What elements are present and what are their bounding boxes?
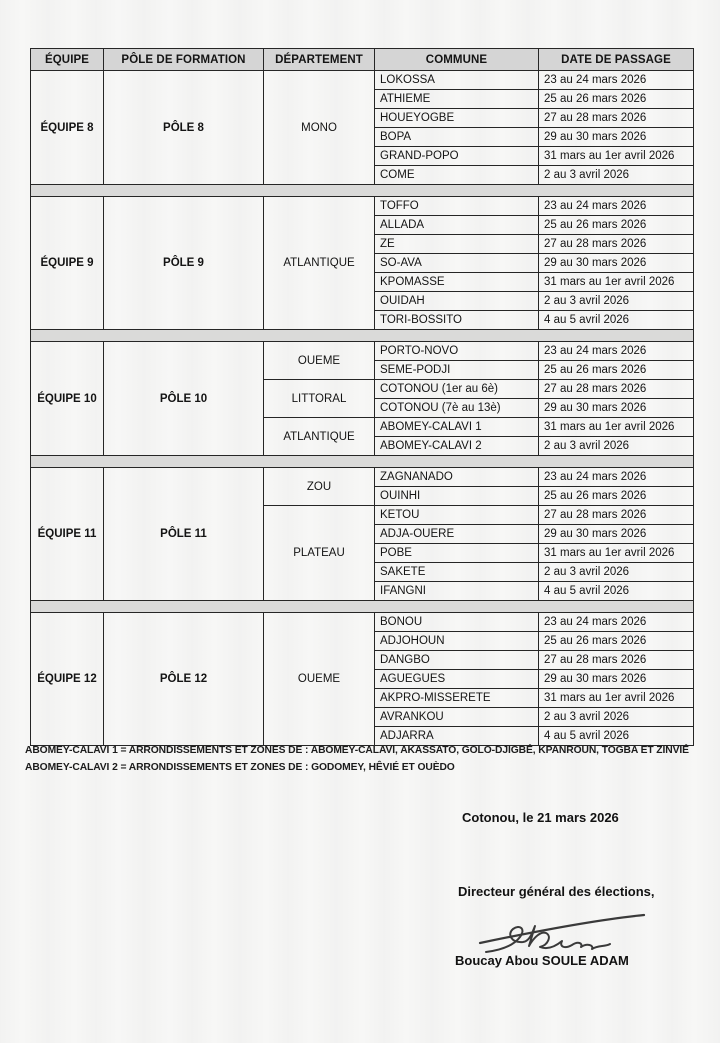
column-header-3: COMMUNE [375,49,539,71]
date-cell: 27 au 28 mars 2026 [539,380,694,399]
commune-cell: ABOMEY-CALAVI 2 [375,437,539,456]
commune-cell: KPOMASSE [375,273,539,292]
signer-name: Boucay Abou SOULE ADAM [455,953,629,968]
date-cell: 23 au 24 mars 2026 [539,613,694,632]
commune-cell: TOFFO [375,197,539,216]
separator-cell [31,601,694,613]
date-cell: 31 mars au 1er avril 2026 [539,689,694,708]
commune-cell: ADJARRA [375,727,539,746]
commune-cell: ZE [375,235,539,254]
date-cell: 4 au 5 avril 2026 [539,582,694,601]
date-cell: 27 au 28 mars 2026 [539,109,694,128]
departement-cell: ZOU [264,468,375,506]
separator-cell [31,330,694,342]
commune-cell: AKPRO-MISSERETE [375,689,539,708]
equipe-cell: ÉQUIPE 8 [31,71,104,185]
date-cell: 23 au 24 mars 2026 [539,71,694,90]
date-cell: 27 au 28 mars 2026 [539,651,694,670]
date-cell: 31 mars au 1er avril 2026 [539,544,694,563]
equipe-cell: ÉQUIPE 12 [31,613,104,746]
date-cell: 29 au 30 mars 2026 [539,128,694,147]
commune-cell: SEME-PODJI [375,361,539,380]
commune-cell: POBE [375,544,539,563]
footnote-abomey-calavi-2: ABOMEY-CALAVI 2 = ARRONDISSEMENTS ET ZONES DE : GODOMEY, HÊVIÉ ET OUÈDO [25,762,455,773]
date-cell: 31 mars au 1er avril 2026 [539,418,694,437]
column-header-1: PÔLE DE FORMATION [104,49,264,71]
date-cell: 2 au 3 avril 2026 [539,563,694,582]
pole-cell: PÔLE 9 [104,197,264,330]
date-cell: 25 au 26 mars 2026 [539,361,694,380]
pole-cell: PÔLE 11 [104,468,264,601]
date-cell: 2 au 3 avril 2026 [539,166,694,185]
column-header-4: DATE DE PASSAGE [539,49,694,71]
commune-cell: COME [375,166,539,185]
commune-cell: ZAGNANADO [375,468,539,487]
date-cell: 4 au 5 avril 2026 [539,311,694,330]
table-header-row [31,49,694,71]
column-header-2: DÉPARTEMENT [264,49,375,71]
commune-cell: OUIDAH [375,292,539,311]
date-cell: 23 au 24 mars 2026 [539,342,694,361]
departement-cell: ATLANTIQUE [264,418,375,456]
footnote-abomey-calavi-1: ABOMEY-CALAVI 1 = ARRONDISSEMENTS ET ZONES DE : ABOMEY-CALAVI, AKASSATO, GOLO-DJIGBÉ, KPANROUN, TOGBA ET ZINVIÉ [25,745,689,756]
signature-scribble [468,902,653,958]
equipe-cell: ÉQUIPE 11 [31,468,104,601]
commune-cell: SO-AVA [375,254,539,273]
place-date: Cotonou, le 21 mars 2026 [462,810,619,825]
table-body [31,71,694,746]
commune-cell: KETOU [375,506,539,525]
date-cell: 2 au 3 avril 2026 [539,292,694,311]
departement-cell: MONO [264,71,375,185]
commune-cell: BONOU [375,613,539,632]
separator-row [31,185,694,197]
commune-cell: COTONOU (7è au 13è) [375,399,539,418]
separator-row [31,330,694,342]
commune-cell: OUINHI [375,487,539,506]
column-header-0: ÉQUIPE [31,49,104,71]
date-cell: 29 au 30 mars 2026 [539,525,694,544]
commune-cell: TORI-BOSSITO [375,311,539,330]
separator-cell [31,456,694,468]
commune-cell: COTONOU (1er au 6è) [375,380,539,399]
commune-cell: LOKOSSA [375,71,539,90]
date-cell: 23 au 24 mars 2026 [539,197,694,216]
date-cell: 29 au 30 mars 2026 [539,399,694,418]
date-cell: 4 au 5 avril 2026 [539,727,694,746]
commune-cell: PORTO-NOVO [375,342,539,361]
date-cell: 2 au 3 avril 2026 [539,437,694,456]
date-cell: 25 au 26 mars 2026 [539,632,694,651]
commune-cell: HOUEYOGBE [375,109,539,128]
commune-cell: SAKETE [375,563,539,582]
pole-cell: PÔLE 12 [104,613,264,746]
commune-cell: AVRANKOU [375,708,539,727]
commune-cell: BOPA [375,128,539,147]
equipe-cell: ÉQUIPE 10 [31,342,104,456]
departement-cell: OUEME [264,613,375,746]
date-cell: 23 au 24 mars 2026 [539,468,694,487]
date-cell: 29 au 30 mars 2026 [539,254,694,273]
date-cell: 31 mars au 1er avril 2026 [539,147,694,166]
pole-cell: PÔLE 10 [104,342,264,456]
date-cell: 25 au 26 mars 2026 [539,487,694,506]
schedule-table [30,48,694,746]
table-row [31,197,694,216]
date-cell: 31 mars au 1er avril 2026 [539,273,694,292]
commune-cell: DANGBO [375,651,539,670]
table-row [31,468,694,487]
equipe-cell: ÉQUIPE 9 [31,197,104,330]
departement-cell: ATLANTIQUE [264,197,375,330]
commune-cell: ABOMEY-CALAVI 1 [375,418,539,437]
table-row [31,613,694,632]
table-row [31,342,694,361]
commune-cell: AGUEGUES [375,670,539,689]
commune-cell: GRAND-POPO [375,147,539,166]
separator-cell [31,185,694,197]
date-cell: 27 au 28 mars 2026 [539,506,694,525]
signer-title: Directeur général des élections, [458,884,655,899]
pole-cell: PÔLE 8 [104,71,264,185]
date-cell: 2 au 3 avril 2026 [539,708,694,727]
commune-cell: ADJA-OUERE [375,525,539,544]
date-cell: 29 au 30 mars 2026 [539,670,694,689]
commune-cell: ATHIEME [375,90,539,109]
departement-cell: PLATEAU [264,506,375,601]
date-cell: 27 au 28 mars 2026 [539,235,694,254]
commune-cell: ADJOHOUN [375,632,539,651]
commune-cell: ALLADA [375,216,539,235]
departement-cell: LITTORAL [264,380,375,418]
date-cell: 25 au 26 mars 2026 [539,216,694,235]
table-row [31,71,694,90]
separator-row [31,601,694,613]
departement-cell: OUEME [264,342,375,380]
separator-row [31,456,694,468]
commune-cell: IFANGNI [375,582,539,601]
date-cell: 25 au 26 mars 2026 [539,90,694,109]
